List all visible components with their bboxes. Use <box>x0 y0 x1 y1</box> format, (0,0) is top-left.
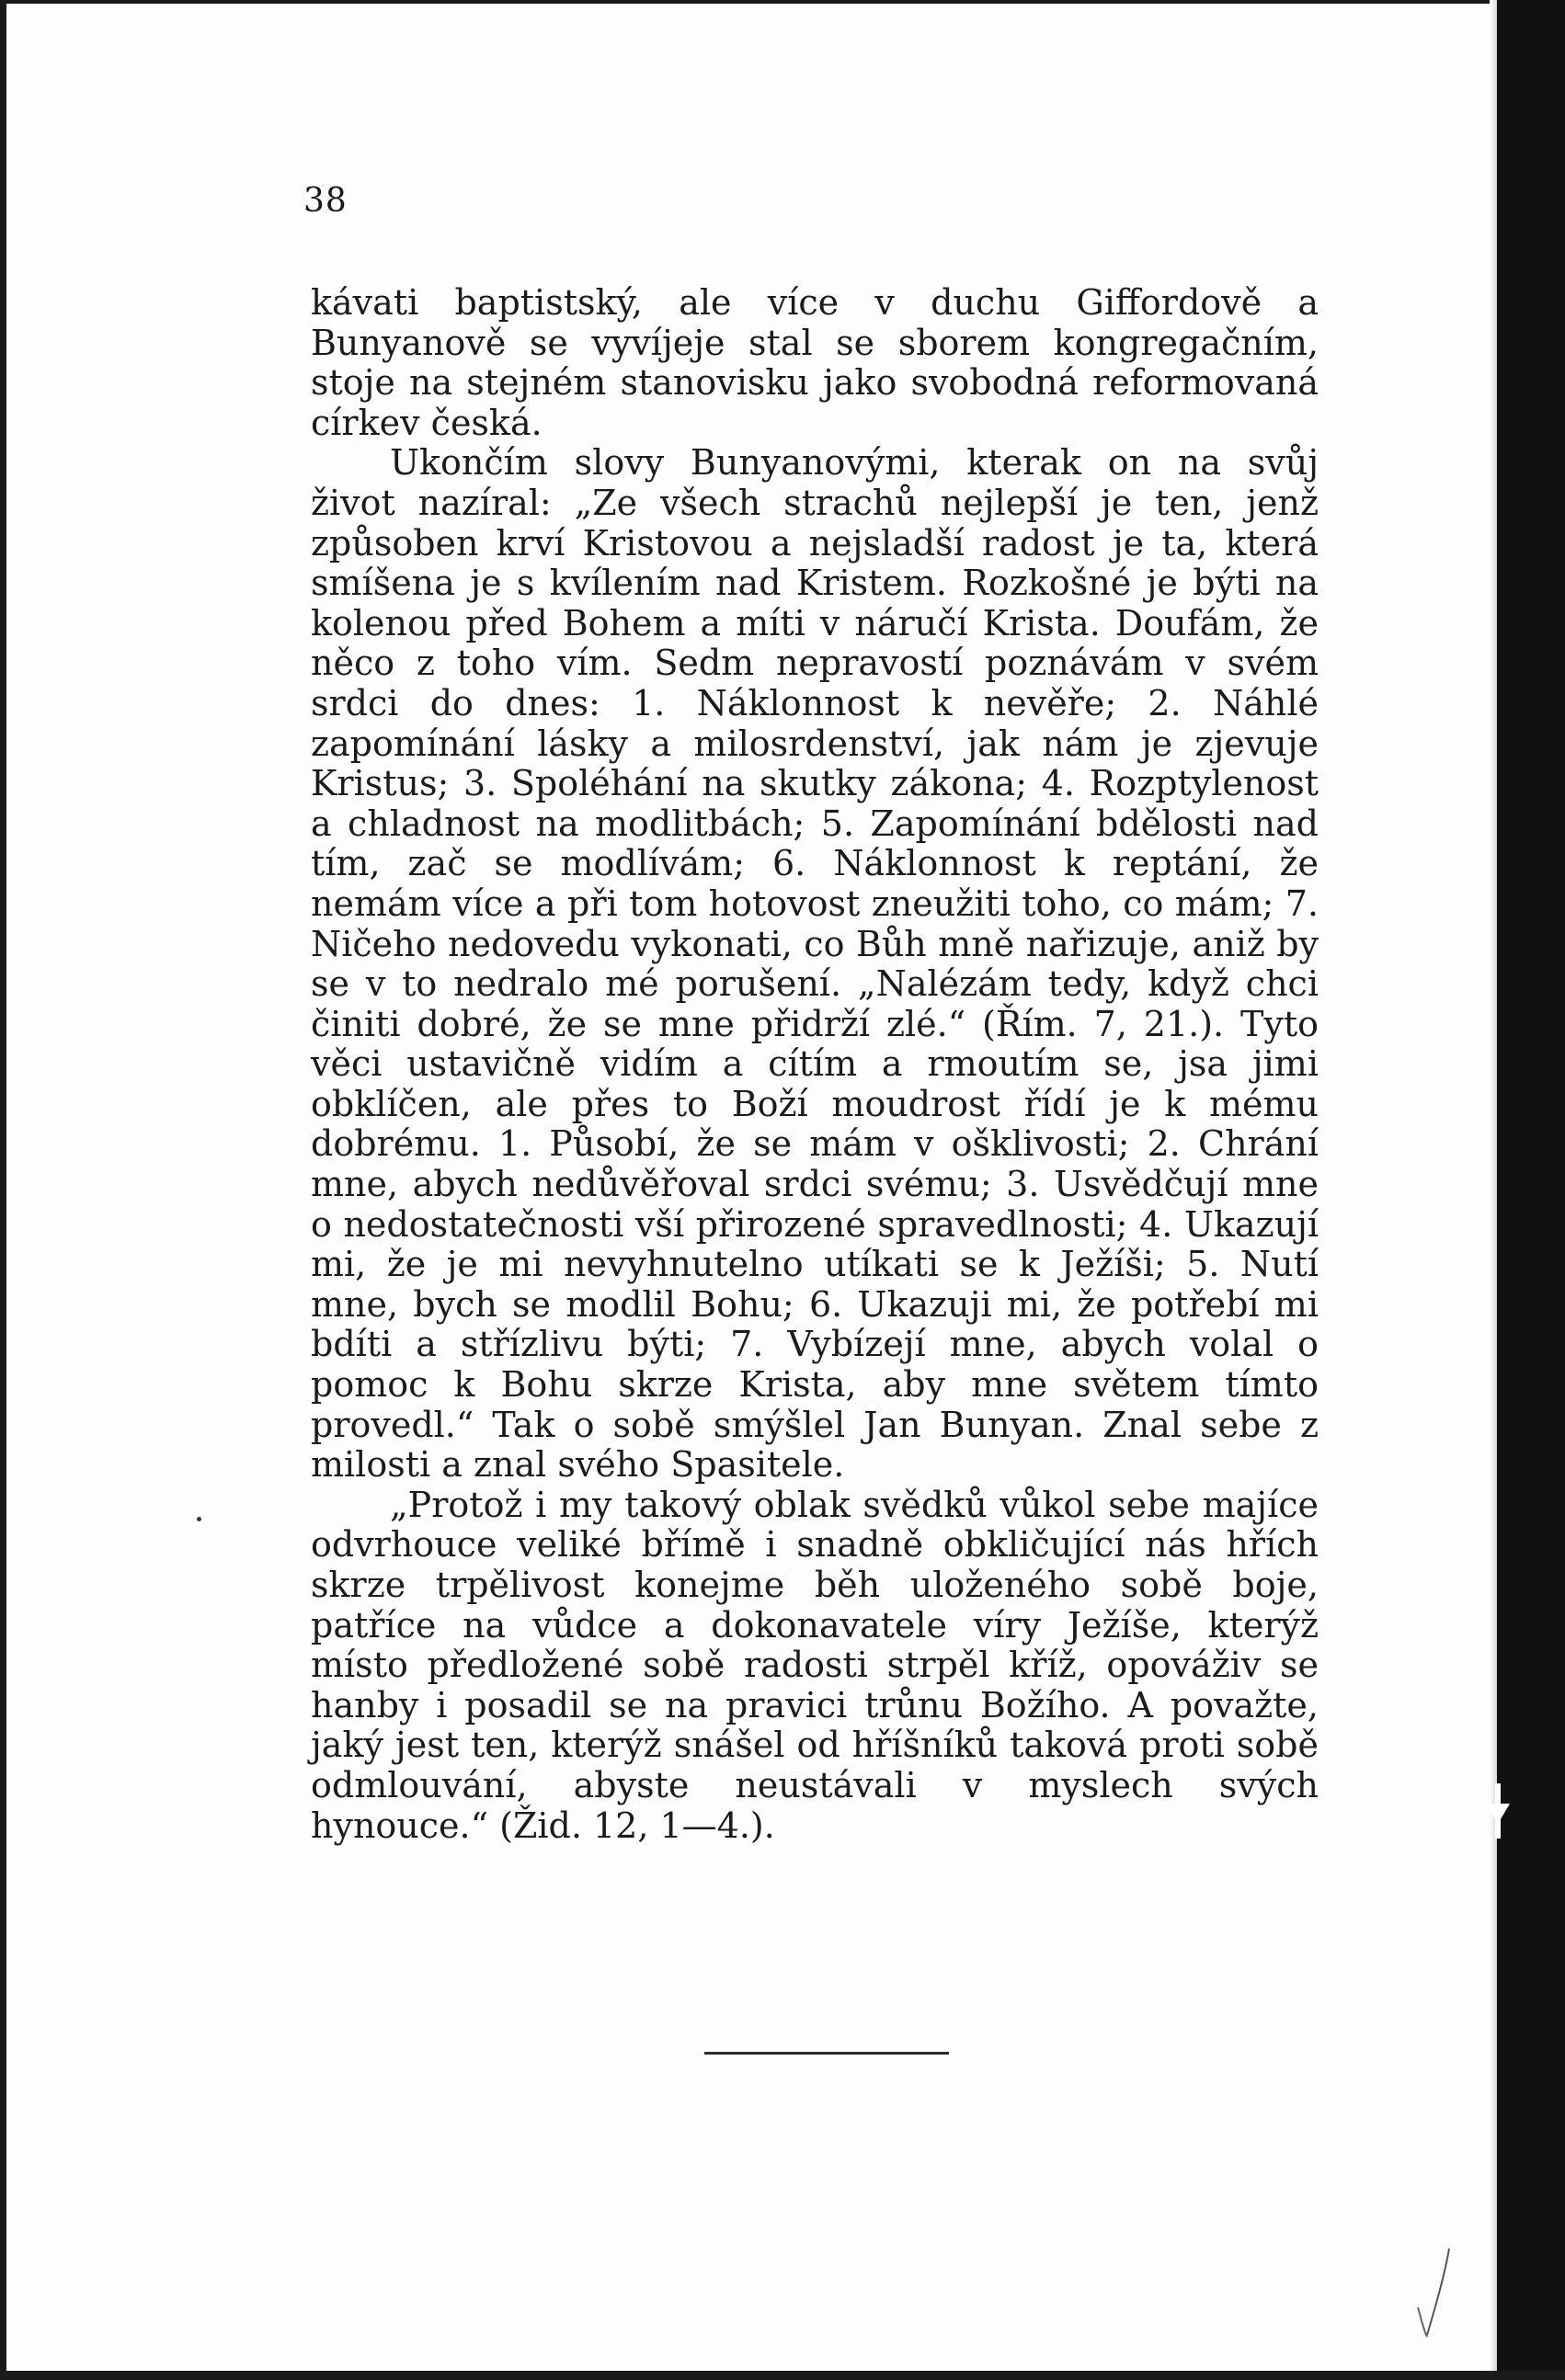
margin-arrow-icon <box>1482 1783 1514 1839</box>
scan-edge-bottom <box>0 2371 1565 2380</box>
pencil-mark-icon <box>1401 2243 1466 2344</box>
scan-edge-left <box>0 0 6 2380</box>
body-text <box>311 283 1319 1846</box>
paragraph-bunyan-quote: Ukončím slovy Bunyanovými, kterak on na svůj život nazíral: „Ze všech strachů nejlepší je ten, jenž způsoben krví Kristovou a nejsladší radost je ta, která smíšena je s kvílením nad Kristem. Rozkošné je býti na kolenou před Bohem a míti v náručí Krista. Doufám, že něco z toho vím. Sedm nepravostí poznávám v svém srdci do dnes: 1. Náklonnost k nevěře; 2. Náhlé zapomínání lásky a milosrdenství, jak nám je zjevuje Kristus; 3. Spoléhání na skutky zákona; 4. Rozptylenost a chladnost na modlitbách; 5. Zapomínání bdělosti nad tím, zač se modlívám; 6. Náklonnost k reptání, že nemám více a při tom hotovost zneužiti toho, co mám; 7. Ničeho nedovedu vykonati, co Bůh mně nařizuje, aniž by se v to nedralo mé porušení. „Nalézám tedy, když chci činiti dobré, že se mne přidrží zlé.“ (Řím. 7, 21.). Tyto věci ustavičně vidím a cítím a rmoutím se, jsa jimi obklíčen, ale přes to Boží moudrost řídí je k mému dobrému. 1. Působí, že se mám v ošklivosti; 2. Chrání mne, abych nedůvěřoval srdci svému; 3. Usvědčují mne o nedostatečnosti vší přirozené spravedlnosti; 4. Ukazují mi, že je mi nevyhnutelno utíkati se k Ježíši; 5. Nutí mne, bych se modlil Bohu; 6. Ukazuji mi, že potřebí mi bdíti a střízlivu býti; 7. Vybízejí mne, abych volal o pomoc k Bohu skrze Krista, aby mne světem tímto provedl.“ Tak o sobě smýšlel Jan Bunyan. Znal sebe z milosti a znal svého Spasitele. <box>311 442 1319 1486</box>
paragraph-hebrews-quote: „Protož i my takový oblak svědků vůkol sebe majíce odvrhouce veliké břímě i snadně obkličující nás hřích skrze trpělivost konejme běh uloženého sobě boje, patříce na vůdce a dokonavatele víry Ježíše, kterýž místo předložené sobě radosti strpěl kříž, opováživ se hanby i posadil se na pravici trůnu Božího. A považte, jaký jest ten, kterýž snášel od hříšníků taková proti sobě odmlouvání, abyste neustávali v myslech svých hynouce.“ (Žid. 12, 1—4.). <box>311 1484 1319 1846</box>
paragraph-continuation: kávati baptistský, ale více v duchu Giffordově a Bunyanově se vyvíjeje stal se sborem kongregačním, stoje na stejném stanovisku jako svobodná reformovaná církev česká. <box>311 282 1319 443</box>
scan-edge-right <box>1497 0 1565 2380</box>
scan-edge-top <box>0 0 1565 4</box>
page-shadow-right <box>1490 0 1497 2380</box>
scan-speck <box>197 1517 201 1521</box>
page-number: 38 <box>303 182 348 220</box>
section-divider <box>704 2052 949 2055</box>
